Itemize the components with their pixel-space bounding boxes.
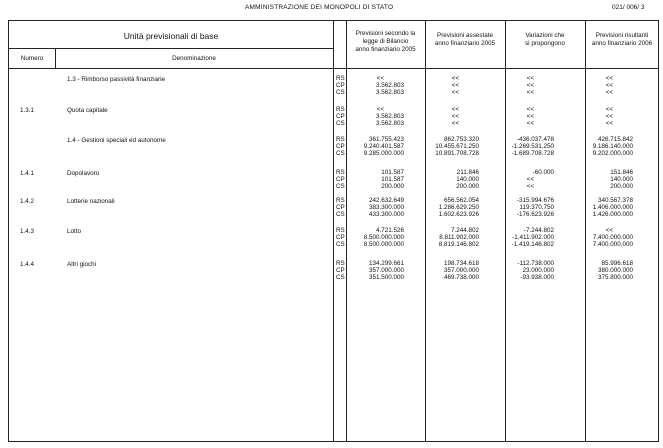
row-numero: 1.4.3 — [20, 228, 35, 235]
page-number: 021/ 006/ 3 — [612, 4, 645, 11]
row-code: RS — [336, 136, 345, 143]
value-cell-col3: -1.689.708.728 — [511, 150, 554, 157]
row-code: RS — [336, 75, 345, 82]
value-cell-col3: << — [526, 113, 534, 120]
budget-table — [8, 20, 659, 442]
value-cell-col3: -93.938.000 — [520, 274, 554, 281]
value-cell-col3: -1.411.902.000 — [512, 234, 554, 241]
row-code: RS — [336, 260, 345, 267]
row-numero: 1.4.4 — [20, 261, 35, 268]
value-cell-col4: 7.400.000.000 — [592, 234, 633, 241]
value-cell-col3: -315.994.676 — [516, 197, 554, 204]
value-cell-col2: 1.286.629.250 — [438, 204, 479, 211]
value-cell-col4: << — [605, 113, 613, 120]
value-cell-col2: << — [451, 113, 459, 120]
value-cell-col2: 656.562.054 — [443, 197, 479, 204]
col3-header-line1: Variazioni che — [525, 32, 565, 39]
row-code: RS — [336, 106, 345, 113]
value-cell-col4: 85.996.618 — [601, 260, 633, 267]
value-cell-col2: 469.738.000 — [443, 274, 479, 281]
row-denominazione: Lotto — [67, 228, 82, 235]
value-cell-col2: << — [451, 106, 459, 113]
row-code: CS — [336, 120, 345, 127]
value-cell-col4: << — [605, 106, 613, 113]
value-cell-col1: 9.285.000.000 — [363, 150, 404, 157]
value-cell-col3: 119.370.750 — [519, 204, 554, 211]
value-cell-col3: -112.738.000 — [517, 260, 554, 267]
value-cell-col2: 7.244.802 — [450, 227, 479, 234]
col3-header-line2: si propongono — [525, 40, 565, 47]
value-cell-col4: << — [605, 89, 613, 96]
value-cell-col2: << — [451, 120, 459, 127]
row-code: CS — [336, 89, 345, 96]
value-cell-col1: 3.562.803 — [375, 89, 404, 96]
value-cell-col1: 101.587 — [381, 169, 404, 176]
value-cell-col4: 380.000.000 — [597, 267, 633, 274]
value-cell-col2: << — [451, 82, 459, 89]
value-cell-col1: 383.300.000 — [368, 204, 404, 211]
value-cell-col1: 3.562.803 — [375, 82, 404, 89]
row-numero: 1.3.1 — [20, 107, 35, 114]
row-numero: 1.4.2 — [20, 198, 35, 205]
unita-divider-line — [9, 48, 333, 49]
value-cell-col2: 8.819.146.802 — [438, 241, 479, 248]
value-cell-col2: 10.455.671.250 — [435, 143, 479, 150]
value-cell-col4: 200.000 — [610, 183, 633, 190]
denominazione-header: Denominazione — [172, 55, 216, 62]
value-cell-col3: -1.269.531.250 — [511, 143, 554, 150]
value-cell-col4: 7.400.000.000 — [592, 241, 633, 248]
value-cell-col1: << — [376, 75, 384, 82]
row-code: CP — [336, 113, 345, 120]
value-cell-col3: -60.000 — [532, 169, 554, 176]
value-cell-col1: 101.587 — [381, 176, 404, 183]
value-cell-col3: -176.623.926 — [516, 211, 554, 218]
value-cell-col4: << — [605, 120, 613, 127]
value-cell-col1: 3.562.803 — [375, 120, 404, 127]
value-cell-col4: 426.715.842 — [597, 136, 633, 143]
row-code: CP — [336, 234, 345, 241]
value-cell-col3: << — [526, 75, 534, 82]
value-cell-col2: << — [451, 75, 459, 82]
value-cell-col3: -1.419.146.802 — [511, 241, 554, 248]
row-numero: 1.4.1 — [20, 170, 35, 177]
value-cell-col4: 1.406.000.000 — [592, 204, 633, 211]
document-header-title: AMMINISTRAZIONE DEI MONOPOLI DI STATO — [245, 4, 394, 11]
value-cell-col3: << — [526, 176, 534, 183]
row-code: CS — [336, 211, 345, 218]
value-cell-col4: 9.186.140.000 — [592, 143, 633, 150]
row-code: CP — [336, 267, 345, 274]
row-code: CS — [336, 150, 345, 157]
value-cell-col1: 200.000 — [381, 183, 404, 190]
value-cell-col3: << — [526, 82, 534, 89]
col1-header-line2: legge di Bilancio — [362, 38, 409, 45]
value-cell-col1: 134.299.661 — [368, 260, 404, 267]
value-cell-col1: 433.300.000 — [368, 211, 404, 218]
row-denominazione: Altri giochi — [67, 261, 97, 268]
value-cell-col1: 3.562.803 — [375, 113, 404, 120]
value-cell-col3: -436.037.478 — [516, 136, 554, 143]
value-cell-col3: << — [526, 120, 534, 127]
value-cell-col4: 375.800.000 — [597, 274, 633, 281]
value-cell-col1: 8.500.000.000 — [363, 234, 404, 241]
row-code: CP — [336, 176, 345, 183]
row-code: CP — [336, 143, 345, 150]
row-denominazione: 1.3 - Rimborso passività finanziarie — [67, 76, 165, 83]
value-cell-col4: 1.426.000.000 — [592, 211, 633, 218]
row-code: CP — [336, 82, 345, 89]
col4-header-line1: Previsioni risultanti — [595, 32, 649, 39]
value-cell-col2: 198.734.618 — [443, 260, 479, 267]
value-cell-col2: 357.000.000 — [443, 267, 479, 274]
row-denominazione: Lotterie nazionali — [67, 198, 115, 205]
value-cell-col4: 9.202.000.000 — [592, 150, 633, 157]
value-cell-col2: 200.000 — [456, 183, 479, 190]
value-cell-col1: << — [376, 106, 384, 113]
value-cell-col1: 8.500.000.000 — [363, 241, 404, 248]
row-denominazione: 1.4 - Gestioni speciali ed autonome — [67, 137, 166, 144]
value-cell-col4: << — [605, 75, 613, 82]
value-cell-col4: << — [605, 82, 613, 89]
value-cell-col4: << — [605, 227, 613, 234]
row-code: CS — [336, 183, 345, 190]
value-cell-col4: 140.000 — [610, 176, 633, 183]
value-cell-col3: 23.000.000 — [522, 267, 554, 274]
value-cell-col3: << — [526, 183, 534, 190]
col1-header-line3: anno finanziario 2005 — [355, 46, 416, 53]
value-cell-col1: 4.721.526 — [375, 227, 404, 234]
col4-header-line2: anno finanziario 2006 — [591, 40, 653, 47]
row-code: RS — [336, 169, 345, 176]
value-cell-col1: 242.632.649 — [368, 197, 404, 204]
value-cell-col2: 211.846 — [456, 169, 479, 176]
value-cell-col1: 361.755.423 — [368, 136, 404, 143]
value-cell-col3: -7.244.802 — [523, 227, 554, 234]
value-cell-col4: 151.846 — [610, 169, 633, 176]
value-cell-col2: 1.602.623.926 — [438, 211, 479, 218]
value-cell-col2: << — [451, 89, 459, 96]
value-cell-col4: 340.567.378 — [597, 197, 633, 204]
col2-header-line2: anno finanziario 2005 — [434, 40, 496, 47]
value-cell-col2: 10.891.708.728 — [435, 150, 479, 157]
value-cell-col1: 9.240.401.587 — [363, 143, 404, 150]
value-cell-col1: 351.500.000 — [368, 274, 404, 281]
row-code: CS — [336, 241, 345, 248]
numero-header: Numero — [20, 55, 44, 62]
value-cell-col2: 8.811.902.000 — [439, 234, 479, 241]
row-code: CP — [336, 204, 345, 211]
row-code: RS — [336, 227, 345, 234]
value-cell-col3: << — [526, 106, 534, 113]
col1-header-line1: Previsioni secondo la — [355, 30, 416, 37]
value-cell-col1: 357.000.000 — [368, 267, 404, 274]
value-cell-col2: 140.000 — [456, 176, 479, 183]
row-code: CS — [336, 274, 345, 281]
value-cell-col2: 862.753.320 — [443, 136, 479, 143]
col2-header-line1: Previsioni assestate — [437, 32, 493, 39]
row-denominazione: Quota capitale — [67, 107, 108, 114]
row-denominazione: Dopolavoro — [67, 170, 100, 177]
value-cell-col3: << — [526, 89, 534, 96]
row-code: RS — [336, 197, 345, 204]
unita-header: Unità previsionali di base — [123, 31, 219, 41]
